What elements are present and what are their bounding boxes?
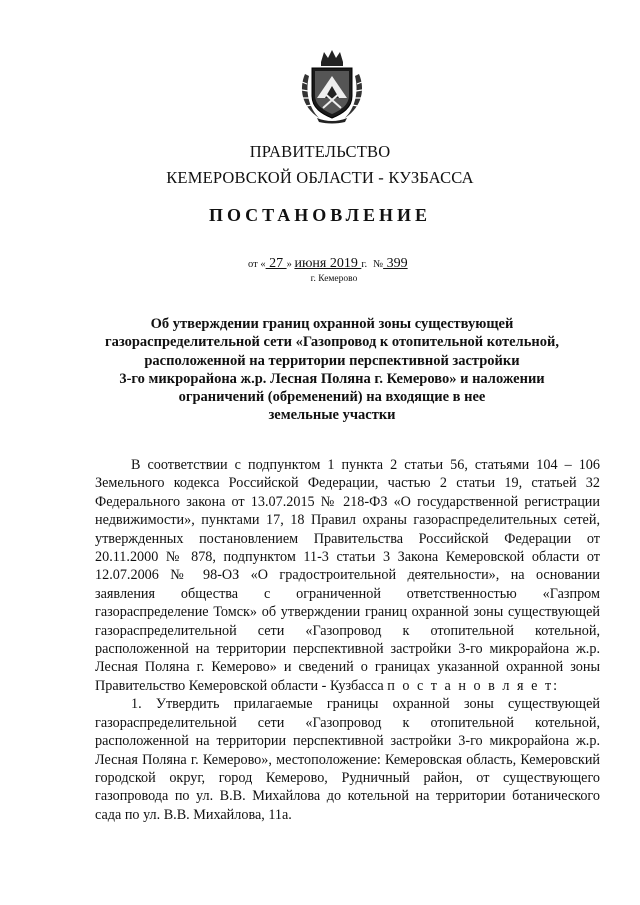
date-month-year: июня 2019 [294, 256, 362, 271]
title-line: расположенной на территории перспективной застройки [144, 352, 520, 369]
government-name-line2: КЕМЕРОВСКОЙ ОБЛАСТИ - КУЗБАССА [166, 168, 474, 187]
title-line: 3-го микрорайона ж.р. Лесная Поляна г. Кемерово» и наложении [119, 370, 545, 387]
date-line [248, 256, 408, 272]
title-line: Об утверждении границ охранной зоны существующей [150, 316, 514, 332]
date-day: 27 [265, 256, 287, 271]
title-line: ограничений (обременений) на входящие в нее [178, 389, 486, 406]
coat-of-arms-icon [297, 48, 367, 124]
clause-1-paragraph: 1. Утвердить прилагаемые границы охранной зоны существующей газораспределительной сети «Газопровод к отопительной котельной, расположенной на территории перспективной застройки 3-го микрорайона ж.р. Лесная Поляна г. Кемерово», местоположение: Кемеровская область, Кемеровский городской округ, город Кемерово, Рудничный район, от существующего газопровода по ул. В.В. Михайлова до котельной на территории ботанического сада по ул. В.В. Михайлова, 11а. [95, 696, 600, 823]
document-body [95, 456, 600, 824]
date-separator: » [286, 259, 295, 270]
document-number: 399 [383, 256, 408, 271]
preamble-paragraph [95, 456, 600, 695]
preamble-text: В соответствии с подпунктом 1 пункта 2 статьи 56, статьями 104 – 106 Земельного кодекса Российской Федерации, частью 2 статьи 19, статьей 32 Федерального закона от 13.07.2015 № 218-ФЗ «О государственной регистрации недвижимости», пунктами 17, 18 Правил охраны газораспределительных сетей, утвержденных постановлением Правительства Российской Федерации от 20.11.2000 № 878, подпунктом 11-3 статьи 3 Закона Кемеровской области от 12.07.2006 № 98-ОЗ «О градостроительной деятельности», на основании заявления общества с ограниченной ответственностью «Газпром газораспределение Томск» об утверждении границ охранной зоны существующей газораспределительной сети «Газопровод к отопительной котельной, расположенной на территории перспективной застройки 3-го микрорайона ж.р. Лесная Поляна г. Кемерово» и сведений о границах указанной охранной зоны Правительство Кемеровской области - Кузбасса [95, 457, 600, 694]
title-line: земельные участки [268, 407, 396, 424]
date-prefix: от « [248, 259, 266, 270]
city-label: г. Кемерово [310, 274, 358, 284]
document-type-heading: ПОСТАНОВЛЕНИЕ [208, 205, 432, 225]
document-title [60, 315, 604, 425]
number-label: № [373, 259, 384, 270]
date-year-suffix: г. [361, 259, 368, 270]
government-name-line1: ПРАВИТЕЛЬСТВО [249, 142, 391, 161]
resolves-word: п о с т а н о в л я е т: [387, 677, 560, 694]
title-line: газораспределительной сети «Газопровод к отопительной котельной, [105, 334, 559, 351]
